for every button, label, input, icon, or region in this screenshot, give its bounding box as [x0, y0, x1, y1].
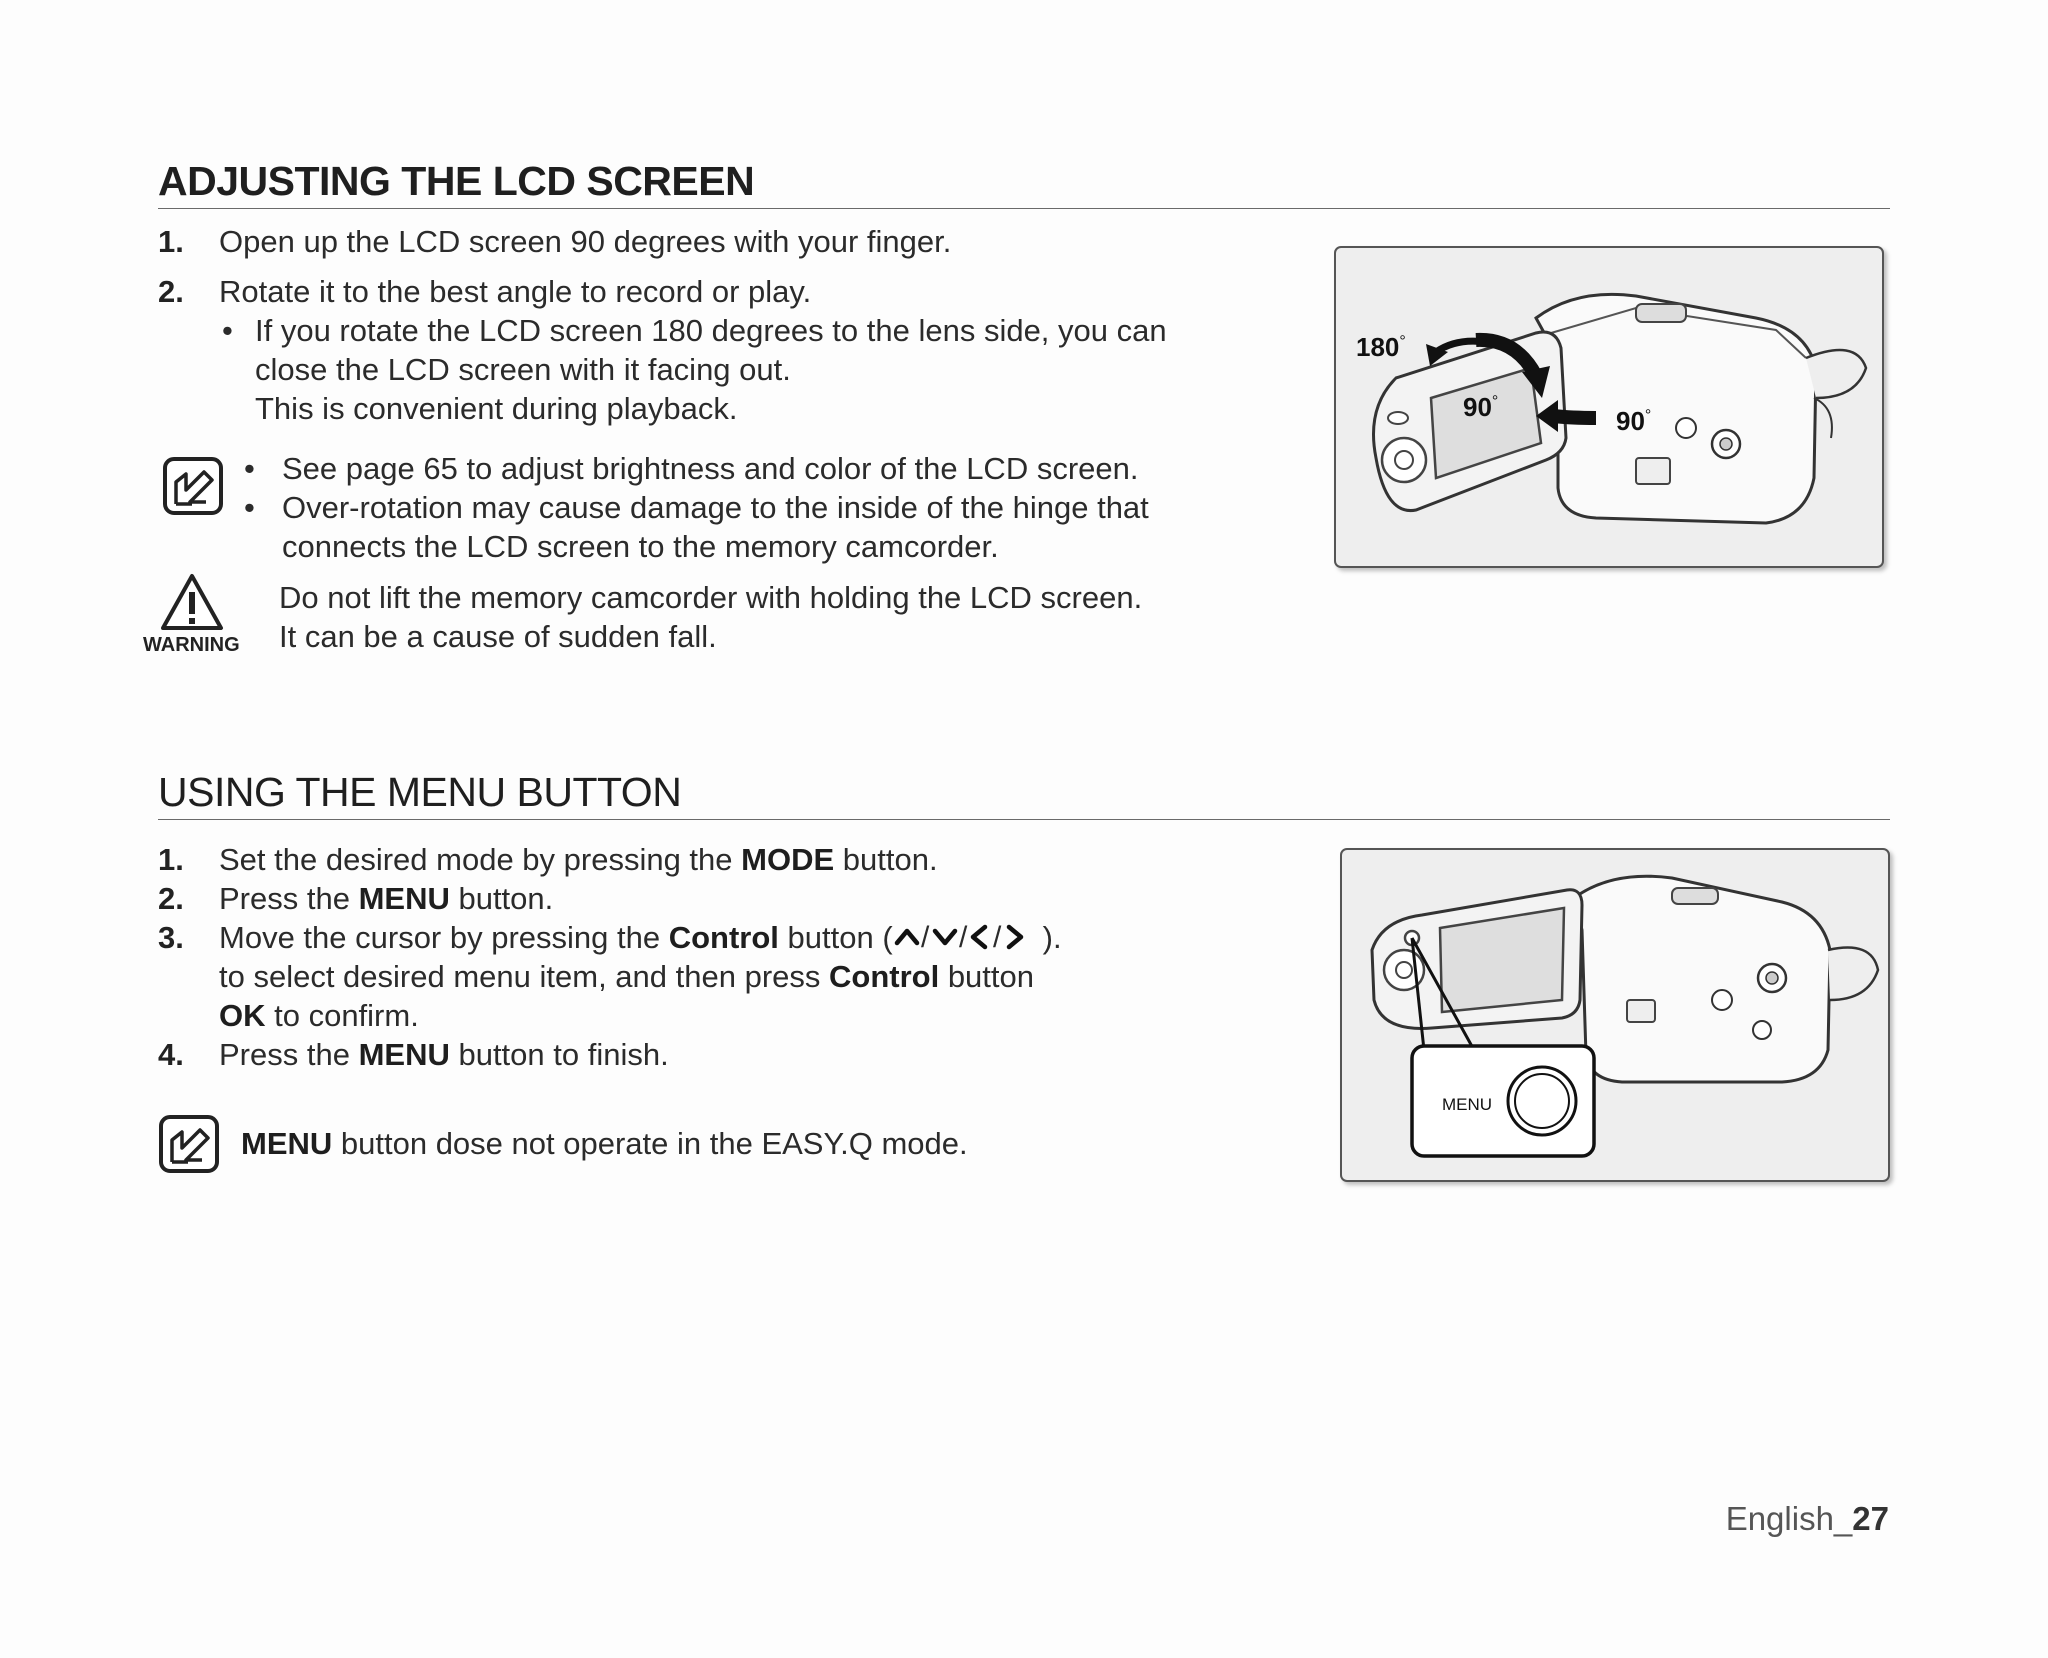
bullet-text: This is convenient during playback.: [255, 391, 738, 426]
bullet-mark: •: [222, 313, 233, 348]
step-text: Press the MENU button.: [219, 881, 554, 916]
step-number: 2.: [158, 274, 184, 309]
note-text: See page 65 to adjust brightness and color of the LCD screen.: [282, 451, 1139, 486]
step-number: 3.: [158, 920, 184, 955]
warning-text: It can be a cause of sudden fall.: [279, 619, 717, 654]
step-text: OK to confirm.: [219, 998, 419, 1033]
section-divider: [158, 819, 1890, 820]
menu-button-figure: [1340, 848, 1890, 1182]
angle-label-90-screen: 90°: [1463, 392, 1499, 422]
note-bullet: •: [244, 490, 255, 525]
note-text: MENU button dose not operate in the EASY.Q mode.: [241, 1126, 968, 1161]
angle-label-180: 180°: [1356, 332, 1406, 362]
step-number: 4.: [158, 1037, 184, 1072]
svg-text:/: /: [958, 921, 968, 953]
note-bullet: •: [244, 451, 255, 486]
note-text: Over-rotation may cause damage to the inside of the hinge that: [282, 490, 1149, 525]
control-arrows-icon: [893, 921, 1043, 953]
bullet-text: close the LCD screen with it facing out.: [255, 352, 791, 387]
svg-text:/: /: [920, 921, 930, 953]
camcorder-illustration: [1336, 248, 1882, 566]
section-divider: [158, 208, 1890, 209]
step-number: 1.: [158, 842, 184, 877]
note-text: connects the LCD screen to the memory camcorder.: [282, 529, 999, 564]
step-text: to select desired menu item, and then press Control button: [219, 959, 1035, 994]
svg-text:/: /: [992, 921, 1002, 953]
page-footer: English_27: [1725, 1500, 1889, 1537]
step-text: Rotate it to the best angle to record or play.: [219, 274, 812, 309]
step-text: Move the cursor by pressing the Control button ( / / / ).: [219, 920, 1062, 955]
angle-label-90-body: 90°: [1616, 406, 1652, 436]
warning-icon: [157, 572, 227, 632]
lcd-rotation-figure: [1334, 246, 1884, 568]
step-text: Press the MENU button to finish.: [219, 1037, 669, 1072]
step-number: 2.: [158, 881, 184, 916]
step-text: Open up the LCD screen 90 degrees with your finger.: [219, 224, 952, 259]
menu-callout-label: MENU: [1442, 1095, 1493, 1114]
warning-label: WARNING: [143, 634, 240, 656]
step-text: Set the desired mode by pressing the MODE button.: [219, 842, 938, 877]
warning-text: Do not lift the memory camcorder with holding the LCD screen.: [279, 580, 1143, 615]
camcorder-illustration: [1342, 850, 1888, 1180]
note-icon: [162, 456, 226, 518]
section-title: USING THE MENU BUTTON: [158, 769, 682, 815]
section-title: ADJUSTING THE LCD SCREEN: [158, 158, 755, 204]
step-number: 1.: [158, 224, 184, 259]
note-icon: [158, 1114, 222, 1176]
bullet-text: If you rotate the LCD screen 180 degrees to the lens side, you can: [255, 313, 1167, 348]
